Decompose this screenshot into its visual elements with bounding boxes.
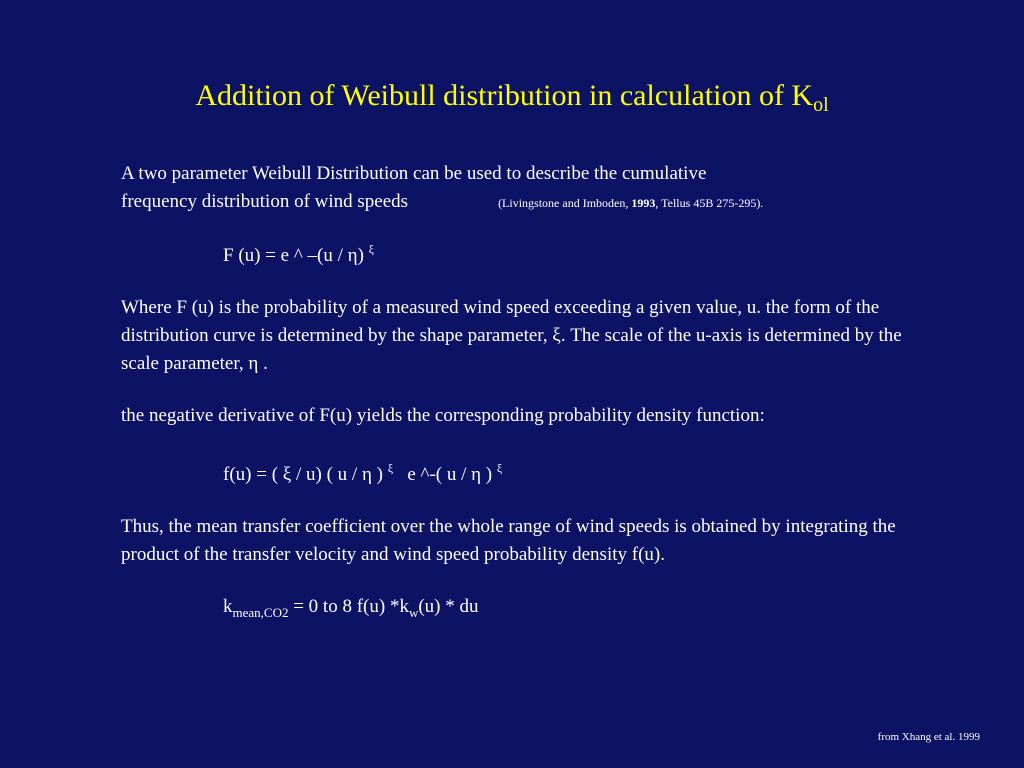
pdf-formula-exponent-2: ξ [496,461,503,475]
slide-title [0,76,1024,125]
cdf-formula [121,235,911,270]
pdf-formula-part2: e ^-( u / η ) [407,464,493,485]
citation-post: , Tellus 45B 275-295). [655,196,764,210]
slide-body [121,160,911,627]
citation-pre: (Livingstone and Imboden, [498,196,632,210]
mean-formula-middle: = 0 to 8 f(u) *k [288,596,409,617]
cdf-formula-exponent: ξ [368,242,375,256]
mean-formula-k-subscript: mean,CO2 [232,605,289,620]
mean-formula-k: k [223,596,233,617]
definition-paragraph: Where F (u) is the probability of a measured wind speed exceeding a given value, u. the form of the distribution curve is determined by the shape parameter, ξ. The scale of the u-axis is determined by the scale parameter, η . [121,297,902,374]
cdf-formula-text: F (u) = e ^ –(u / η) [223,245,364,266]
pdf-formula-part1: f(u) = ( ξ / u) ( u / η ) [223,464,383,485]
intro-line-1: A two parameter Weibull Distribution can be used to describe the cumulative [121,163,707,184]
conclusion-paragraph: Thus, the mean transfer coefficient over the whole range of wind speeds is obtained by integrating the product of the transfer velocity and wind speed probability density f(u). [121,516,896,565]
source-footer: from Xhang et al. 1999 [877,731,980,743]
mean-formula-end: (u) * du [418,596,479,617]
citation-year: 1993 [631,196,656,210]
intro-paragraph [121,160,911,217]
mean-formula-kw-subscript: w [408,605,419,620]
derivative-paragraph: the negative derivative of F(u) yields the corresponding probability density function: [121,405,765,426]
mean-formula [121,593,911,627]
pdf-formula-exponent-1: ξ [387,461,394,475]
pdf-formula [121,454,911,489]
title-main: Addition of Weibull distribution in calculation of K [195,79,814,112]
citation [498,196,763,210]
intro-line-2: frequency distribution of wind speeds [121,191,409,212]
title-subscript: ol [813,94,829,116]
